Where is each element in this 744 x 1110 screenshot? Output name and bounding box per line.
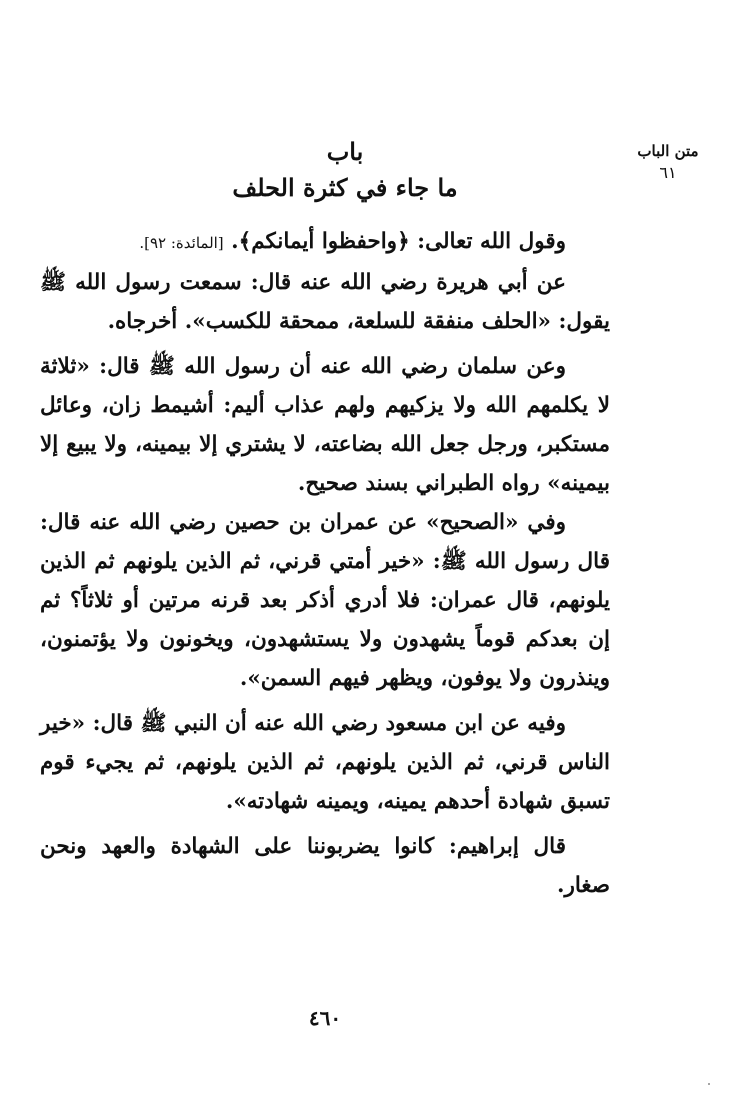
page-number: ٤٦٠ bbox=[308, 1006, 342, 1030]
main-text bbox=[40, 222, 610, 905]
paragraph-ibn-masud: وفيه عن ابن مسعود رضي الله عنه أن النبي ﷺ قال: «خير الناس قرني، ثم الذين يلونهم، ثم الذين يلونهم، ثم يجيء قوم تسبق شهادة أحدهم يمينه، ويمينه شهادته». bbox=[40, 711, 610, 814]
side-note-label: متن الباب bbox=[637, 142, 699, 160]
chapter-label: باب bbox=[326, 137, 364, 166]
verse-reference: [المائدة: ٩٢]. bbox=[139, 234, 224, 252]
paragraph-verse bbox=[40, 222, 610, 263]
paragraph-imran: وفي «الصحيح» عن عمران بن حصين رضي الله عنه قال: قال رسول الله ﷺ: «خير أمتي قرني، ثم الذين يلونهم ثم الذين يلونهم، قال عمران: فلا أدري أذكر بعد قرنه مرتين أو ثلاثاً؟ ثم إن بعدكم قوماً يشهدون ولا يستشهدون، ويخونون ولا يؤتمنون، وينذرون ولا يوفون، ويظهر فيهم السمن». bbox=[40, 510, 610, 691]
scan-speck bbox=[708, 1083, 710, 1085]
chapter-title: ما جاء في كثرة الحلف bbox=[232, 173, 458, 202]
chapter-header bbox=[40, 134, 650, 206]
side-note-number: ٦١ bbox=[659, 163, 677, 182]
paragraph-salman: وعن سلمان رضي الله عنه أن رسول الله ﷺ قال: «ثلاثة لا يكلمهم الله ولا يزكيهم ولهم عذاب أليم: أشيمط زان، وعائل مستكبر، ورجل جعل الله بضاعته، لا يشتري إلا بيمينه، ولا يبيع إلا بيمينه» رواه الطبراني بسند صحيح. bbox=[40, 354, 610, 496]
paragraph-abu-hurairah: عن أبي هريرة رضي الله عنه قال: سمعت رسول الله ﷺ يقول: «الحلف منفقة للسلعة، ممحقة للكسب». أخرجاه. bbox=[40, 270, 610, 334]
verse-text: وقول الله تعالى: ﴿واحفظوا أيمانكم﴾. bbox=[231, 229, 566, 254]
paragraph-ibrahim: قال إبراهيم: كانوا يضربوننا على الشهادة والعهد ونحن صغار. bbox=[40, 834, 610, 898]
